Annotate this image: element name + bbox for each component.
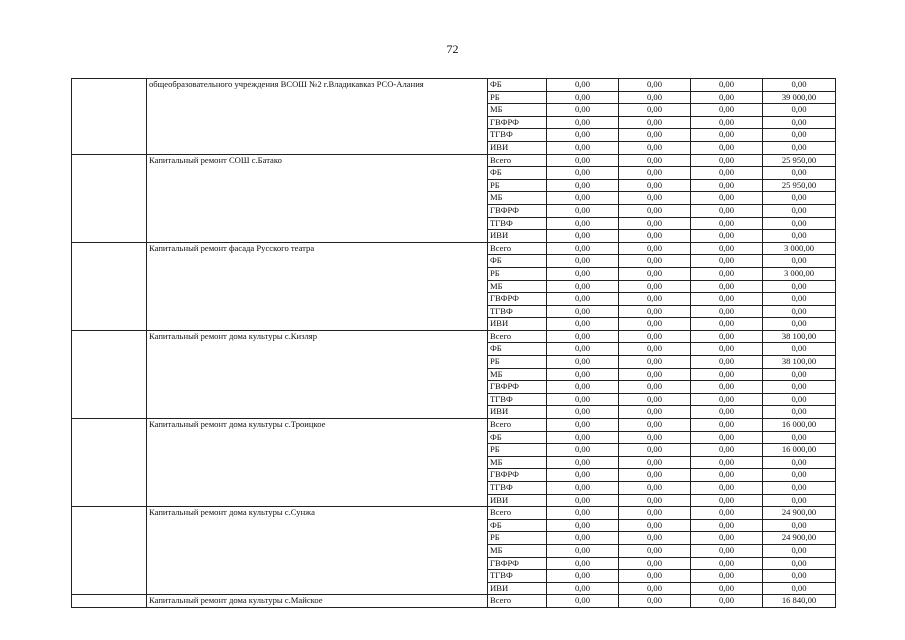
value-cell-2: 0,00: [619, 482, 691, 495]
value-cell-1: 0,00: [547, 431, 619, 444]
budget-table: [71, 78, 836, 608]
value-cell-3: 0,00: [691, 141, 763, 154]
funding-source-cell: ГВФРФ: [488, 293, 547, 306]
value-cell-3: 0,00: [691, 204, 763, 217]
row-number-cell: [72, 507, 147, 595]
value-cell-3: 0,00: [691, 595, 763, 608]
value-cell-1: 0,00: [547, 406, 619, 419]
value-cell-2: 0,00: [619, 91, 691, 104]
value-cell-1: 0,00: [547, 141, 619, 154]
funding-source-cell: ГВФРФ: [488, 557, 547, 570]
value-cell-1: 0,00: [547, 330, 619, 343]
value-cell-2: 0,00: [619, 368, 691, 381]
funding-source-cell: РБ: [488, 356, 547, 369]
total-value-cell: 25 950,00: [763, 154, 836, 167]
total-value-cell: 0,00: [763, 116, 836, 129]
value-cell-1: 0,00: [547, 532, 619, 545]
table-row: [72, 242, 836, 255]
value-cell-1: 0,00: [547, 217, 619, 230]
value-cell-2: 0,00: [619, 116, 691, 129]
value-cell-1: 0,00: [547, 179, 619, 192]
total-value-cell: 3 000,00: [763, 267, 836, 280]
total-value-cell: 0,00: [763, 204, 836, 217]
total-value-cell: 0,00: [763, 381, 836, 394]
value-cell-3: 0,00: [691, 532, 763, 545]
total-value-cell: 0,00: [763, 217, 836, 230]
value-cell-1: 0,00: [547, 116, 619, 129]
total-value-cell: 16 840,00: [763, 595, 836, 608]
funding-source-cell: Всего: [488, 154, 547, 167]
row-number-cell: [72, 595, 147, 608]
value-cell-3: 0,00: [691, 129, 763, 142]
funding-source-cell: ФБ: [488, 79, 547, 92]
funding-source-cell: МБ: [488, 456, 547, 469]
value-cell-3: 0,00: [691, 469, 763, 482]
value-cell-3: 0,00: [691, 242, 763, 255]
budget-table-body: [72, 79, 836, 608]
value-cell-3: 0,00: [691, 280, 763, 293]
value-cell-1: 0,00: [547, 456, 619, 469]
total-value-cell: 0,00: [763, 456, 836, 469]
value-cell-2: 0,00: [619, 444, 691, 457]
value-cell-1: 0,00: [547, 368, 619, 381]
total-value-cell: 0,00: [763, 393, 836, 406]
total-value-cell: 0,00: [763, 141, 836, 154]
funding-source-cell: ИВИ: [488, 318, 547, 331]
row-number-cell: [72, 419, 147, 507]
total-value-cell: 0,00: [763, 293, 836, 306]
total-value-cell: 0,00: [763, 469, 836, 482]
value-cell-3: 0,00: [691, 318, 763, 331]
row-number-cell: [72, 154, 147, 242]
value-cell-2: 0,00: [619, 79, 691, 92]
value-cell-1: 0,00: [547, 318, 619, 331]
value-cell-1: 0,00: [547, 356, 619, 369]
funding-source-cell: ТГВФ: [488, 217, 547, 230]
value-cell-3: 0,00: [691, 456, 763, 469]
value-cell-3: 0,00: [691, 167, 763, 180]
value-cell-2: 0,00: [619, 104, 691, 117]
value-cell-2: 0,00: [619, 393, 691, 406]
value-cell-3: 0,00: [691, 494, 763, 507]
value-cell-3: 0,00: [691, 305, 763, 318]
value-cell-2: 0,00: [619, 204, 691, 217]
funding-source-cell: ГВФРФ: [488, 469, 547, 482]
total-value-cell: 0,00: [763, 230, 836, 243]
value-cell-3: 0,00: [691, 406, 763, 419]
value-cell-2: 0,00: [619, 318, 691, 331]
total-value-cell: 0,00: [763, 79, 836, 92]
total-value-cell: 0,00: [763, 582, 836, 595]
funding-source-cell: ИВИ: [488, 141, 547, 154]
funding-source-cell: ИВИ: [488, 494, 547, 507]
value-cell-3: 0,00: [691, 230, 763, 243]
funding-source-cell: РБ: [488, 532, 547, 545]
funding-source-cell: МБ: [488, 544, 547, 557]
project-name-cell: общеобразовательного учреждения ВСОШ №2 г.Владикавказ РСО-Алания: [147, 79, 488, 155]
funding-source-cell: Всего: [488, 330, 547, 343]
value-cell-3: 0,00: [691, 330, 763, 343]
funding-source-cell: Всего: [488, 419, 547, 432]
value-cell-2: 0,00: [619, 129, 691, 142]
total-value-cell: 16 000,00: [763, 419, 836, 432]
value-cell-1: 0,00: [547, 204, 619, 217]
value-cell-1: 0,00: [547, 582, 619, 595]
table-row: [72, 79, 836, 92]
value-cell-1: 0,00: [547, 267, 619, 280]
total-value-cell: 24 900,00: [763, 507, 836, 520]
total-value-cell: 39 000,00: [763, 91, 836, 104]
project-name-cell: Капитальный ремонт дома культуры с.Сунжа: [147, 507, 488, 595]
value-cell-2: 0,00: [619, 141, 691, 154]
total-value-cell: 0,00: [763, 368, 836, 381]
total-value-cell: 0,00: [763, 129, 836, 142]
funding-source-cell: Всего: [488, 507, 547, 520]
total-value-cell: 0,00: [763, 104, 836, 117]
value-cell-2: 0,00: [619, 582, 691, 595]
value-cell-2: 0,00: [619, 293, 691, 306]
total-value-cell: 0,00: [763, 280, 836, 293]
total-value-cell: 0,00: [763, 192, 836, 205]
value-cell-2: 0,00: [619, 230, 691, 243]
funding-source-cell: МБ: [488, 104, 547, 117]
value-cell-2: 0,00: [619, 532, 691, 545]
funding-source-cell: РБ: [488, 179, 547, 192]
funding-source-cell: ТГВФ: [488, 393, 547, 406]
value-cell-3: 0,00: [691, 431, 763, 444]
funding-source-cell: ТГВФ: [488, 570, 547, 583]
value-cell-1: 0,00: [547, 469, 619, 482]
value-cell-1: 0,00: [547, 230, 619, 243]
value-cell-1: 0,00: [547, 519, 619, 532]
value-cell-1: 0,00: [547, 79, 619, 92]
value-cell-3: 0,00: [691, 217, 763, 230]
value-cell-2: 0,00: [619, 179, 691, 192]
value-cell-3: 0,00: [691, 570, 763, 583]
value-cell-3: 0,00: [691, 444, 763, 457]
value-cell-2: 0,00: [619, 192, 691, 205]
table-row: [72, 595, 836, 608]
funding-source-cell: РБ: [488, 444, 547, 457]
value-cell-2: 0,00: [619, 381, 691, 394]
funding-source-cell: ИВИ: [488, 406, 547, 419]
value-cell-2: 0,00: [619, 419, 691, 432]
table-row: [72, 154, 836, 167]
value-cell-3: 0,00: [691, 343, 763, 356]
total-value-cell: 3 000,00: [763, 242, 836, 255]
value-cell-1: 0,00: [547, 129, 619, 142]
funding-source-cell: ФБ: [488, 343, 547, 356]
table-row: [72, 330, 836, 343]
value-cell-1: 0,00: [547, 242, 619, 255]
funding-source-cell: ФБ: [488, 167, 547, 180]
value-cell-1: 0,00: [547, 280, 619, 293]
funding-source-cell: МБ: [488, 368, 547, 381]
funding-source-cell: Всего: [488, 242, 547, 255]
funding-source-cell: МБ: [488, 280, 547, 293]
total-value-cell: 0,00: [763, 482, 836, 495]
value-cell-1: 0,00: [547, 419, 619, 432]
value-cell-1: 0,00: [547, 444, 619, 457]
value-cell-1: 0,00: [547, 507, 619, 520]
funding-source-cell: ФБ: [488, 431, 547, 444]
total-value-cell: 38 100,00: [763, 330, 836, 343]
value-cell-2: 0,00: [619, 305, 691, 318]
value-cell-3: 0,00: [691, 91, 763, 104]
value-cell-3: 0,00: [691, 381, 763, 394]
value-cell-1: 0,00: [547, 293, 619, 306]
total-value-cell: 0,00: [763, 431, 836, 444]
value-cell-3: 0,00: [691, 293, 763, 306]
value-cell-2: 0,00: [619, 595, 691, 608]
value-cell-1: 0,00: [547, 343, 619, 356]
funding-source-cell: ТГВФ: [488, 129, 547, 142]
value-cell-2: 0,00: [619, 217, 691, 230]
total-value-cell: 0,00: [763, 570, 836, 583]
funding-source-cell: ТГВФ: [488, 482, 547, 495]
value-cell-2: 0,00: [619, 519, 691, 532]
page-number: 72: [446, 42, 459, 56]
value-cell-3: 0,00: [691, 255, 763, 268]
total-value-cell: 0,00: [763, 406, 836, 419]
value-cell-3: 0,00: [691, 179, 763, 192]
funding-source-cell: ФБ: [488, 519, 547, 532]
value-cell-1: 0,00: [547, 104, 619, 117]
project-name-cell: Капитальный ремонт дома культуры с.Троицкое: [147, 419, 488, 507]
funding-source-cell: РБ: [488, 267, 547, 280]
value-cell-2: 0,00: [619, 494, 691, 507]
value-cell-1: 0,00: [547, 154, 619, 167]
project-name-cell: Капитальный ремонт СОШ с.Батако: [147, 154, 488, 242]
value-cell-3: 0,00: [691, 519, 763, 532]
row-number-cell: [72, 330, 147, 418]
value-cell-3: 0,00: [691, 104, 763, 117]
value-cell-1: 0,00: [547, 482, 619, 495]
value-cell-2: 0,00: [619, 544, 691, 557]
value-cell-2: 0,00: [619, 570, 691, 583]
value-cell-3: 0,00: [691, 79, 763, 92]
total-value-cell: 16 000,00: [763, 444, 836, 457]
value-cell-2: 0,00: [619, 255, 691, 268]
funding-source-cell: ГВФРФ: [488, 204, 547, 217]
value-cell-3: 0,00: [691, 267, 763, 280]
funding-source-cell: ИВИ: [488, 230, 547, 243]
value-cell-1: 0,00: [547, 91, 619, 104]
value-cell-3: 0,00: [691, 507, 763, 520]
value-cell-3: 0,00: [691, 557, 763, 570]
funding-source-cell: ГВФРФ: [488, 116, 547, 129]
value-cell-1: 0,00: [547, 557, 619, 570]
value-cell-3: 0,00: [691, 482, 763, 495]
total-value-cell: 0,00: [763, 557, 836, 570]
value-cell-2: 0,00: [619, 557, 691, 570]
value-cell-3: 0,00: [691, 192, 763, 205]
funding-source-cell: ИВИ: [488, 582, 547, 595]
value-cell-2: 0,00: [619, 167, 691, 180]
row-number-cell: [72, 79, 147, 155]
total-value-cell: 0,00: [763, 255, 836, 268]
total-value-cell: 38 100,00: [763, 356, 836, 369]
table-row: [72, 419, 836, 432]
value-cell-1: 0,00: [547, 381, 619, 394]
funding-source-cell: Всего: [488, 595, 547, 608]
total-value-cell: 24 900,00: [763, 532, 836, 545]
total-value-cell: 25 950,00: [763, 179, 836, 192]
funding-source-cell: МБ: [488, 192, 547, 205]
value-cell-3: 0,00: [691, 368, 763, 381]
project-name-cell: Капитальный ремонт фасада Русского театра: [147, 242, 488, 330]
total-value-cell: 0,00: [763, 544, 836, 557]
value-cell-2: 0,00: [619, 431, 691, 444]
total-value-cell: 0,00: [763, 167, 836, 180]
project-name-cell: Капитальный ремонт дома культуры с.Майское: [147, 595, 488, 608]
total-value-cell: 0,00: [763, 318, 836, 331]
value-cell-2: 0,00: [619, 267, 691, 280]
value-cell-1: 0,00: [547, 255, 619, 268]
value-cell-2: 0,00: [619, 343, 691, 356]
value-cell-2: 0,00: [619, 456, 691, 469]
funding-source-cell: РБ: [488, 91, 547, 104]
value-cell-3: 0,00: [691, 544, 763, 557]
value-cell-1: 0,00: [547, 393, 619, 406]
value-cell-1: 0,00: [547, 544, 619, 557]
value-cell-3: 0,00: [691, 419, 763, 432]
total-value-cell: 0,00: [763, 519, 836, 532]
total-value-cell: 0,00: [763, 305, 836, 318]
value-cell-2: 0,00: [619, 242, 691, 255]
total-value-cell: 0,00: [763, 343, 836, 356]
project-name-cell: Капитальный ремонт дома культуры с.Кизляр: [147, 330, 488, 418]
value-cell-3: 0,00: [691, 116, 763, 129]
value-cell-3: 0,00: [691, 154, 763, 167]
value-cell-2: 0,00: [619, 154, 691, 167]
value-cell-1: 0,00: [547, 167, 619, 180]
value-cell-2: 0,00: [619, 356, 691, 369]
funding-source-cell: ФБ: [488, 255, 547, 268]
value-cell-2: 0,00: [619, 507, 691, 520]
value-cell-1: 0,00: [547, 192, 619, 205]
funding-source-cell: ГВФРФ: [488, 381, 547, 394]
value-cell-2: 0,00: [619, 280, 691, 293]
value-cell-2: 0,00: [619, 330, 691, 343]
value-cell-1: 0,00: [547, 494, 619, 507]
value-cell-2: 0,00: [619, 406, 691, 419]
funding-source-cell: ТГВФ: [488, 305, 547, 318]
row-number-cell: [72, 242, 147, 330]
value-cell-3: 0,00: [691, 393, 763, 406]
total-value-cell: 0,00: [763, 494, 836, 507]
value-cell-1: 0,00: [547, 595, 619, 608]
value-cell-3: 0,00: [691, 356, 763, 369]
table-row: [72, 507, 836, 520]
value-cell-3: 0,00: [691, 582, 763, 595]
value-cell-1: 0,00: [547, 570, 619, 583]
value-cell-1: 0,00: [547, 305, 619, 318]
value-cell-2: 0,00: [619, 469, 691, 482]
